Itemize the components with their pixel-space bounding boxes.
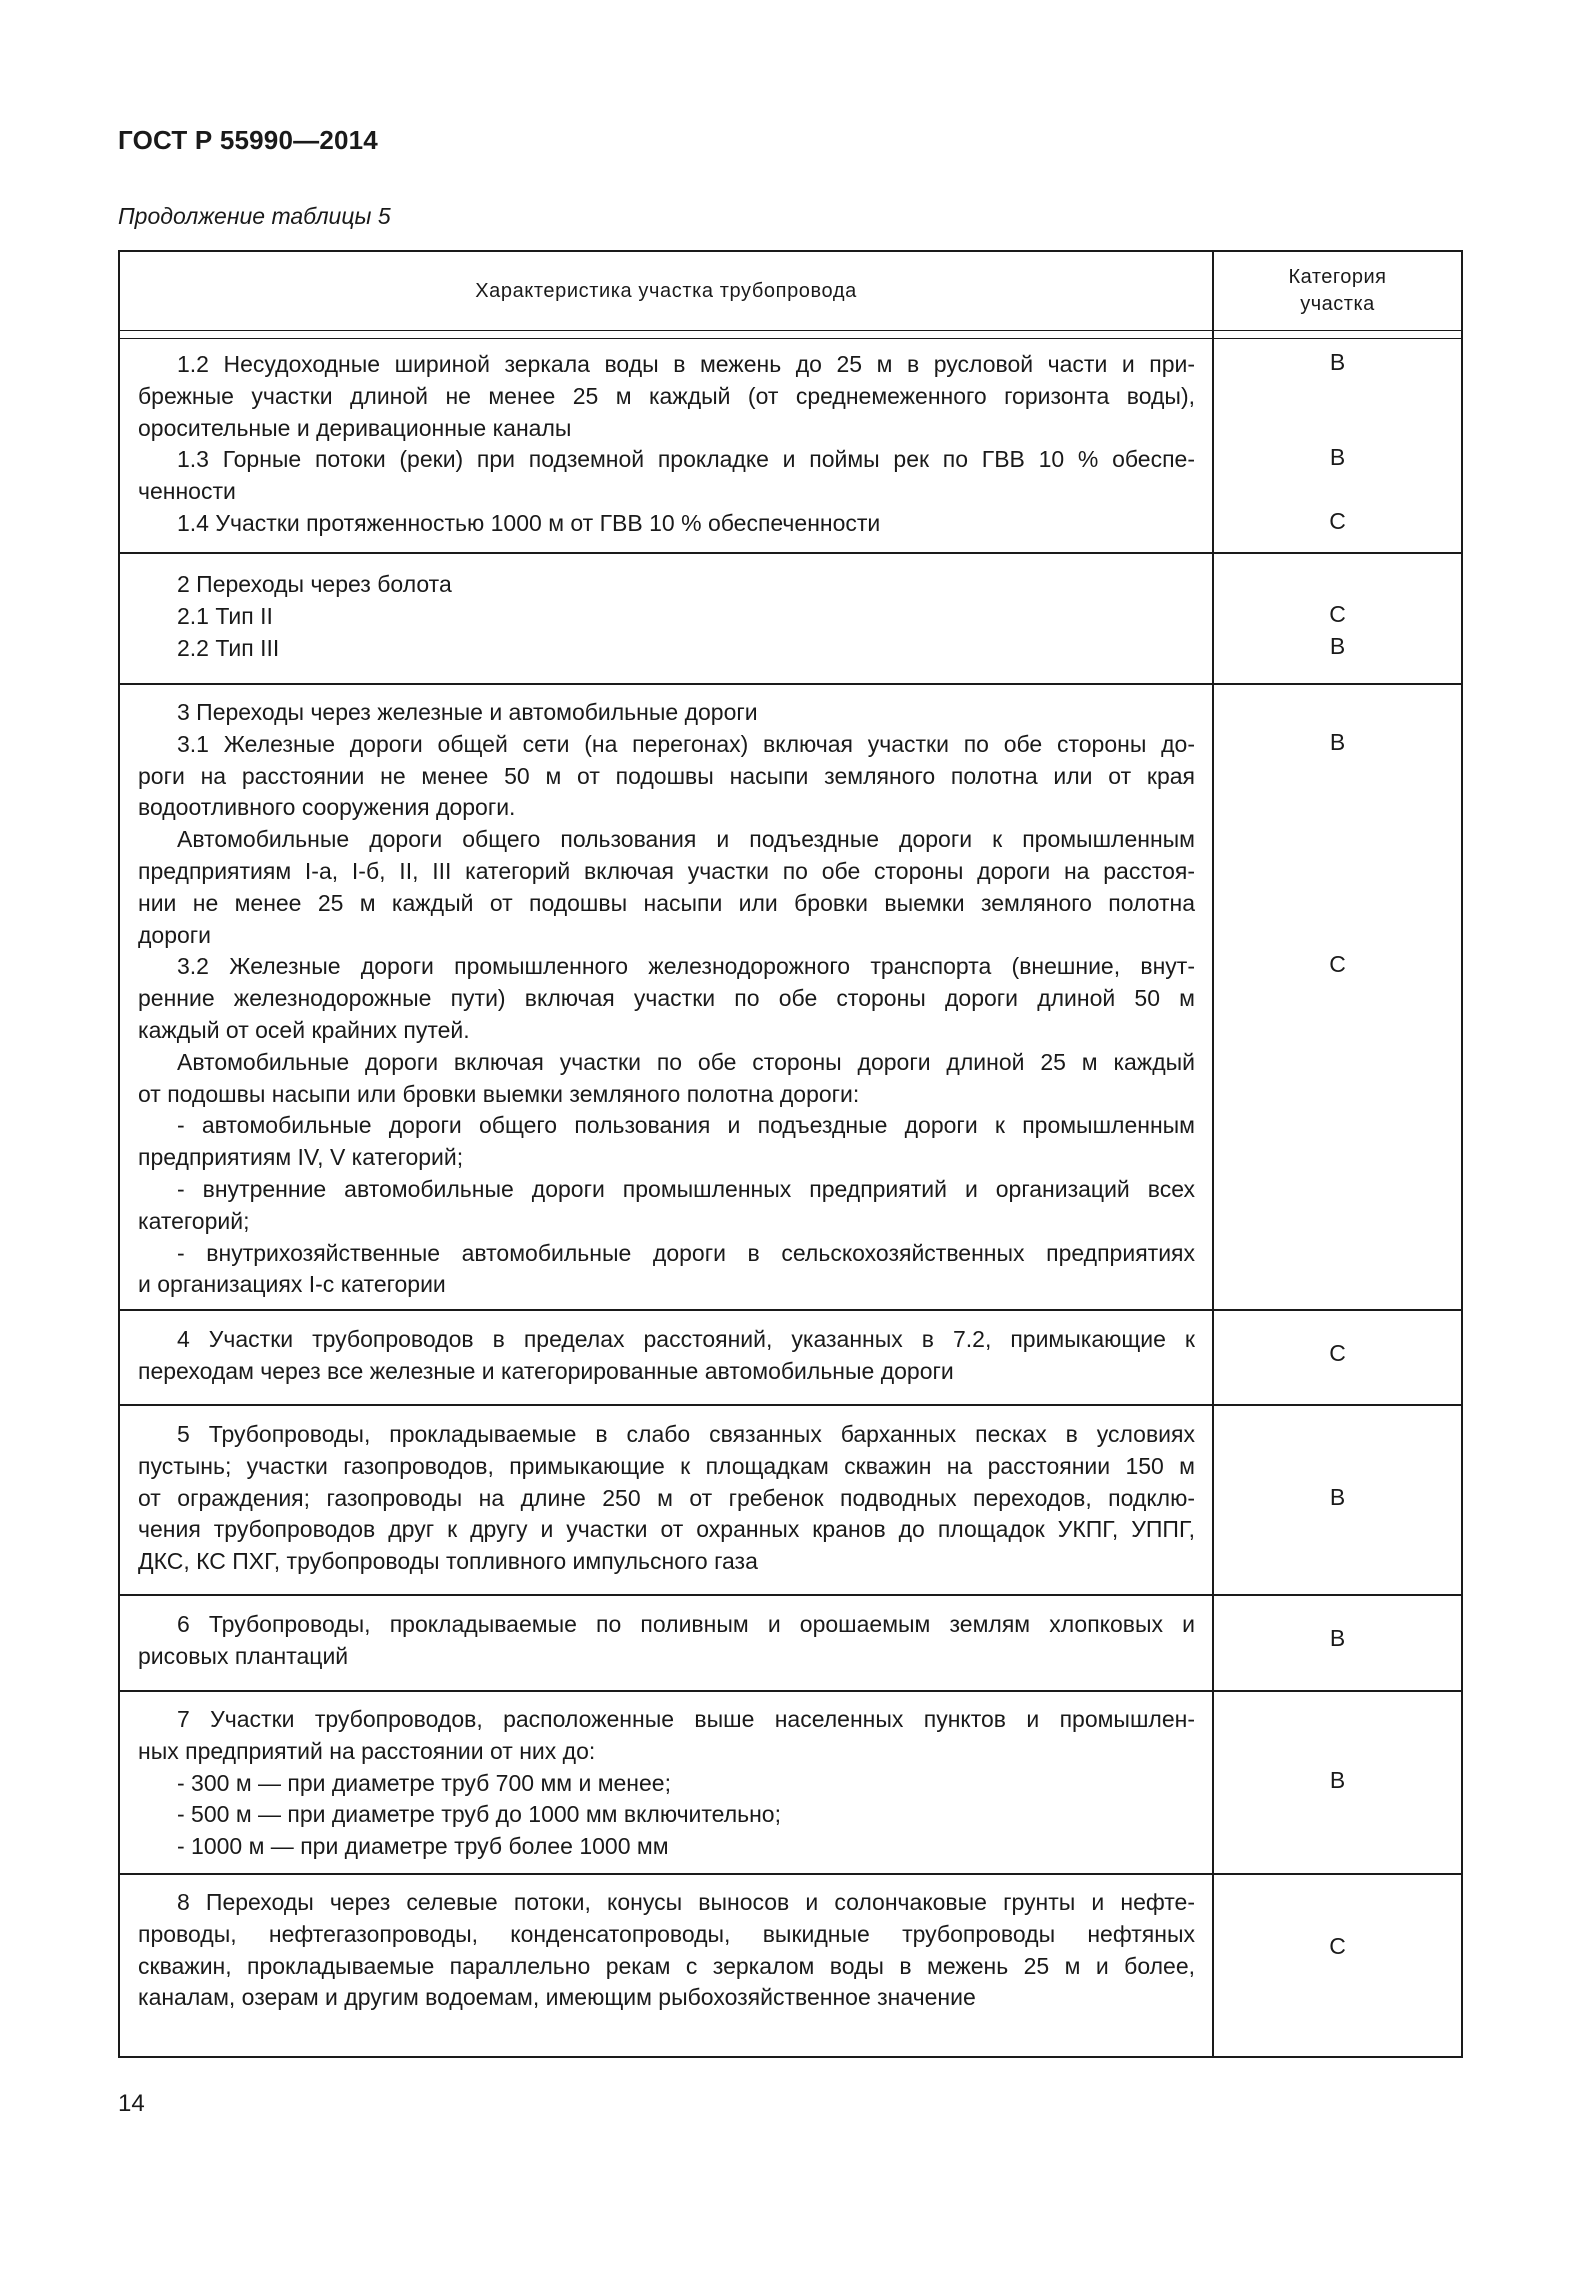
row-text-line: переходам через все железные и категорированные автомобильные дороги xyxy=(138,1357,954,1384)
document-header: ГОСТ Р 55990—2014 xyxy=(118,125,378,155)
row-text-line: каждый от осей крайних путей. xyxy=(138,1016,470,1043)
row-text-line: чения трубопроводов друг к другу и участки от охранных кранов до площадок УКПГ, УППГ, xyxy=(138,1516,1195,1543)
row-text-line: от подошвы насыпи или бровки выемки земляного полотна дороги: xyxy=(138,1080,860,1107)
category-value: С xyxy=(1329,1933,1346,1959)
row-text-line: предприятиям I-а, I-б, II, III категорий включая участки по обе стороны дороги на расстоя- xyxy=(138,857,1195,884)
header-category xyxy=(1214,252,1461,330)
category-value: В xyxy=(1329,729,1346,755)
row-text-line: - 300 м — при диаметре труб 700 мм и менее; xyxy=(177,1769,671,1796)
category-value: С xyxy=(1329,601,1346,627)
category-value: С xyxy=(1329,951,1346,977)
row-text-line: от ограждения; газопроводы на длине 250 м от гребенок подводных переходов, подклю- xyxy=(138,1484,1195,1511)
row-text-line: брежные участки длиной не менее 25 м каждый (от среднемеженного горизонта воды), xyxy=(138,382,1195,409)
row-text-line: 3 Переходы через железные и автомобильные дороги xyxy=(177,699,758,725)
header-category-line2: участка xyxy=(1300,293,1375,315)
row-text-line: проводы, нефтегазопроводы, конденсатопроводы, выкидные трубопроводы нефтяных xyxy=(138,1920,1195,1947)
row-text-line: водоотливного сооружения дороги. xyxy=(138,794,516,821)
row-text-line: каналам, озерам и другим водоемам, имеющим рыбохозяйственное значение xyxy=(138,1984,976,2011)
row-text-line: 3.1 Железные дороги общей сети (на перегонах) включая участки по обе стороны до- xyxy=(177,730,1195,757)
row-text-line: 2.1 Тип II xyxy=(177,602,273,629)
category-value: В xyxy=(1329,1625,1346,1651)
table-row xyxy=(120,1404,1461,1594)
row-text-line: - автомобильные дороги общего пользования и подъездные дороги к промышленным xyxy=(177,1112,1195,1139)
row-text-line: 5 Трубопроводы, прокладываемые в слабо связанных барханных песках в условиях xyxy=(177,1421,1195,1447)
row-text-line: дороги xyxy=(138,921,212,948)
row-text-line: 4 Участки трубопроводов в пределах расстояний, указанных в 7.2, примыкающие к xyxy=(177,1326,1195,1352)
table-header xyxy=(120,252,1461,330)
row-text-line: - 1000 м — при диаметре труб более 1000 мм xyxy=(177,1833,669,1860)
category-value: С xyxy=(1329,508,1346,534)
row-text-line: предприятиям IV, V категорий; xyxy=(138,1144,464,1171)
row-text-line: и организациях I-с категории xyxy=(138,1271,446,1298)
row-text-line: ДКС, КС ПХГ, трубопроводы топливного импульсного газа xyxy=(138,1548,758,1575)
row-text-line: - внутренние автомобильные дороги промышленных предприятий и организаций всех xyxy=(177,1175,1195,1202)
row-text-line: 3.2 Железные дороги промышленного железнодорожного транспорта (внешние, внут- xyxy=(177,953,1195,980)
row-text-line: рисовых плантаций xyxy=(138,1642,349,1669)
table-row xyxy=(120,1873,1461,2056)
row-text-line: нии не менее 25 м каждый от подошвы насыпи или бровки выемки земляного полотна xyxy=(138,889,1195,916)
row-text-line: ных предприятий на расстоянии от них до: xyxy=(138,1737,596,1764)
category-value: В xyxy=(1329,1767,1346,1793)
category-value: В xyxy=(1329,349,1346,375)
row-text-line: Автомобильные дороги включая участки по обе стороны дороги длиной 25 м каждый xyxy=(177,1048,1195,1075)
table-row xyxy=(120,1690,1461,1873)
row-text-line: Автомобильные дороги общего пользования и подъездные дороги к промышленным xyxy=(177,826,1195,853)
row-text-line: скважин, прокладываемые параллельно рекам с зеркалом воды в межень 25 м и более, xyxy=(138,1952,1195,1979)
table-row xyxy=(120,339,1461,552)
row-text-line: - 500 м — при диаметре труб до 1000 мм включительно; xyxy=(177,1801,781,1828)
row-text-line: 1.4 Участки протяженностью 1000 м от ГВВ 10 % обеспеченности xyxy=(177,509,881,536)
row-text-line: 2 Переходы через болота xyxy=(177,571,452,597)
table-row xyxy=(120,1309,1461,1404)
row-text-line: 6 Трубопроводы, прокладываемые по поливным и орошаемым землям хлопковых и xyxy=(177,1611,1195,1637)
row-text-line: роги на расстоянии не менее 50 м от подошвы насыпи земляного полотна или от края xyxy=(138,762,1195,789)
table-row xyxy=(120,552,1461,683)
row-text-line: - внутрихозяйственные автомобильные дороги в сельскохозяйственных предприятиях xyxy=(177,1239,1195,1266)
row-text-line: 1.3 Горные потоки (реки) при подземной прокладке и поймы рек по ГВВ 10 % обеспе- xyxy=(177,446,1195,473)
row-text-line: 1.2 Несудоходные шириной зеркала воды в межень до 25 м в русловой части и при- xyxy=(177,351,1195,377)
header-category-line1: Категория xyxy=(1288,266,1387,288)
row-text-line: категорий; xyxy=(138,1207,250,1234)
header-separator xyxy=(120,330,1461,339)
row-text-line: ченности xyxy=(138,478,236,505)
category-value: В xyxy=(1329,1484,1346,1510)
category-value: В xyxy=(1329,633,1346,659)
table-row xyxy=(120,1594,1461,1690)
table-row xyxy=(120,683,1461,1309)
category-value: С xyxy=(1329,1340,1346,1366)
row-text-line: ренние железнодорожные пути) включая участки по обе стороны дороги длиной 50 м xyxy=(138,985,1195,1012)
category-table xyxy=(118,250,1463,2058)
header-characteristic: Характеристика участка трубопровода xyxy=(120,252,1214,330)
row-text-line: 2.2 Тип III xyxy=(177,634,280,661)
page-number: 14 xyxy=(118,2090,145,2117)
row-text-line: оросительные и деривационные каналы xyxy=(138,414,572,441)
category-value: В xyxy=(1329,444,1346,470)
table-caption: Продолжение таблицы 5 xyxy=(118,203,391,229)
row-text-line: 8 Переходы через селевые потоки, конусы выносов и солончаковые грунты и нефте- xyxy=(177,1889,1195,1915)
row-text-line: 7 Участки трубопроводов, расположенные выше населенных пунктов и промышлен- xyxy=(177,1706,1195,1732)
row-text-line: пустынь; участки газопроводов, примыкающие к площадкам скважин на расстоянии 150 м xyxy=(138,1452,1195,1479)
